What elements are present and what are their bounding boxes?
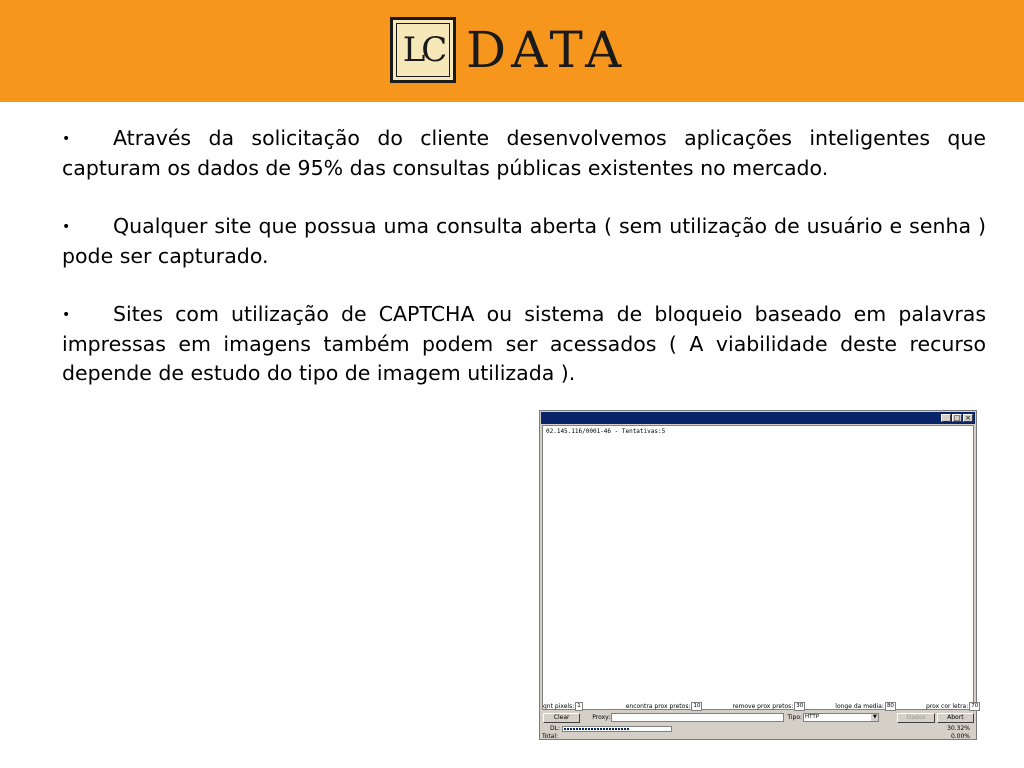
- dl-progress-fill: [564, 728, 629, 730]
- encontra-prox-pretos-input[interactable]: 10: [693, 703, 701, 709]
- bullet-text: Através da solicitação do cliente desenvolvemos aplicações inteligentes que capturam os dados de 95% das consultas públicas existentes no mercado.: [62, 126, 986, 180]
- tipo-select[interactable]: [803, 713, 879, 722]
- actions-row: [542, 712, 974, 723]
- bullet-item: [62, 212, 986, 271]
- bullet-item: [62, 124, 986, 183]
- header-bar: [0, 0, 1024, 102]
- remove-prox-pretos-input[interactable]: 30: [796, 703, 804, 709]
- prox-cor-letra-input[interactable]: 70: [971, 703, 979, 709]
- bullet-marker: •: [62, 307, 71, 323]
- params-row: [542, 701, 979, 712]
- dados-button[interactable]: Dados: [897, 713, 934, 723]
- dl-label: DL:: [550, 725, 560, 732]
- logo-monogram-box: [390, 17, 456, 83]
- clear-button[interactable]: Clear: [543, 713, 580, 723]
- encontra-prox-pretos-label: encontra prox pretos:: [625, 703, 691, 710]
- bullet-text: Qualquer site que possua uma consulta aberta ( sem utilização de usuário e senha ) pode ser capturado.: [62, 214, 986, 268]
- dl-percent: 30.32%: [947, 725, 970, 732]
- log-output[interactable]: [542, 425, 974, 710]
- bullet-item: [62, 300, 986, 388]
- bullet-marker: •: [62, 131, 71, 147]
- longe-da-media-label: longe da media:: [835, 703, 884, 710]
- chevron-down-icon: ▼: [872, 714, 877, 720]
- maximize-button[interactable]: □: [953, 414, 961, 422]
- abort-button[interactable]: Abort: [937, 713, 974, 723]
- logo-wordmark: DATA: [466, 21, 627, 79]
- window-titlebar[interactable]: [541, 412, 975, 424]
- prox-cor-letra-label: prox cor letra:: [925, 703, 969, 710]
- longe-da-media-input[interactable]: 80: [886, 703, 894, 709]
- remove-prox-pretos-label: remove prox pretos:: [732, 703, 794, 710]
- total-percent: 0.00%: [950, 733, 970, 740]
- total-status-row: [542, 731, 974, 742]
- proxy-label: Proxy:: [592, 714, 611, 721]
- total-label: Total:: [542, 733, 559, 740]
- bullet-list: [62, 124, 986, 417]
- bullet-text: Sites com utilização de CAPTCHA ou sistema de bloqueio baseado em palavras impressas em imagens também podem ser acessados ( A viabilidade deste recurso depende de estudo do tipo de imagem utilizada ).: [62, 302, 986, 385]
- company-logo: [390, 15, 626, 85]
- log-line: 02.145.116/0001-46 - Tentativas:5: [546, 428, 666, 435]
- qnt-pixels-label: qnt pixels:: [543, 703, 575, 710]
- tipo-selected-value: HTTP: [805, 714, 820, 720]
- logo-monogram: LC: [402, 30, 444, 70]
- proxy-input[interactable]: [611, 713, 784, 722]
- close-button[interactable]: ×: [963, 414, 973, 422]
- bullet-marker: •: [62, 219, 71, 235]
- tipo-label: Tipo:: [787, 714, 803, 721]
- qnt-pixels-input[interactable]: 1: [577, 703, 581, 709]
- captcha-app-window: [539, 410, 977, 740]
- minimize-button[interactable]: _: [941, 414, 951, 422]
